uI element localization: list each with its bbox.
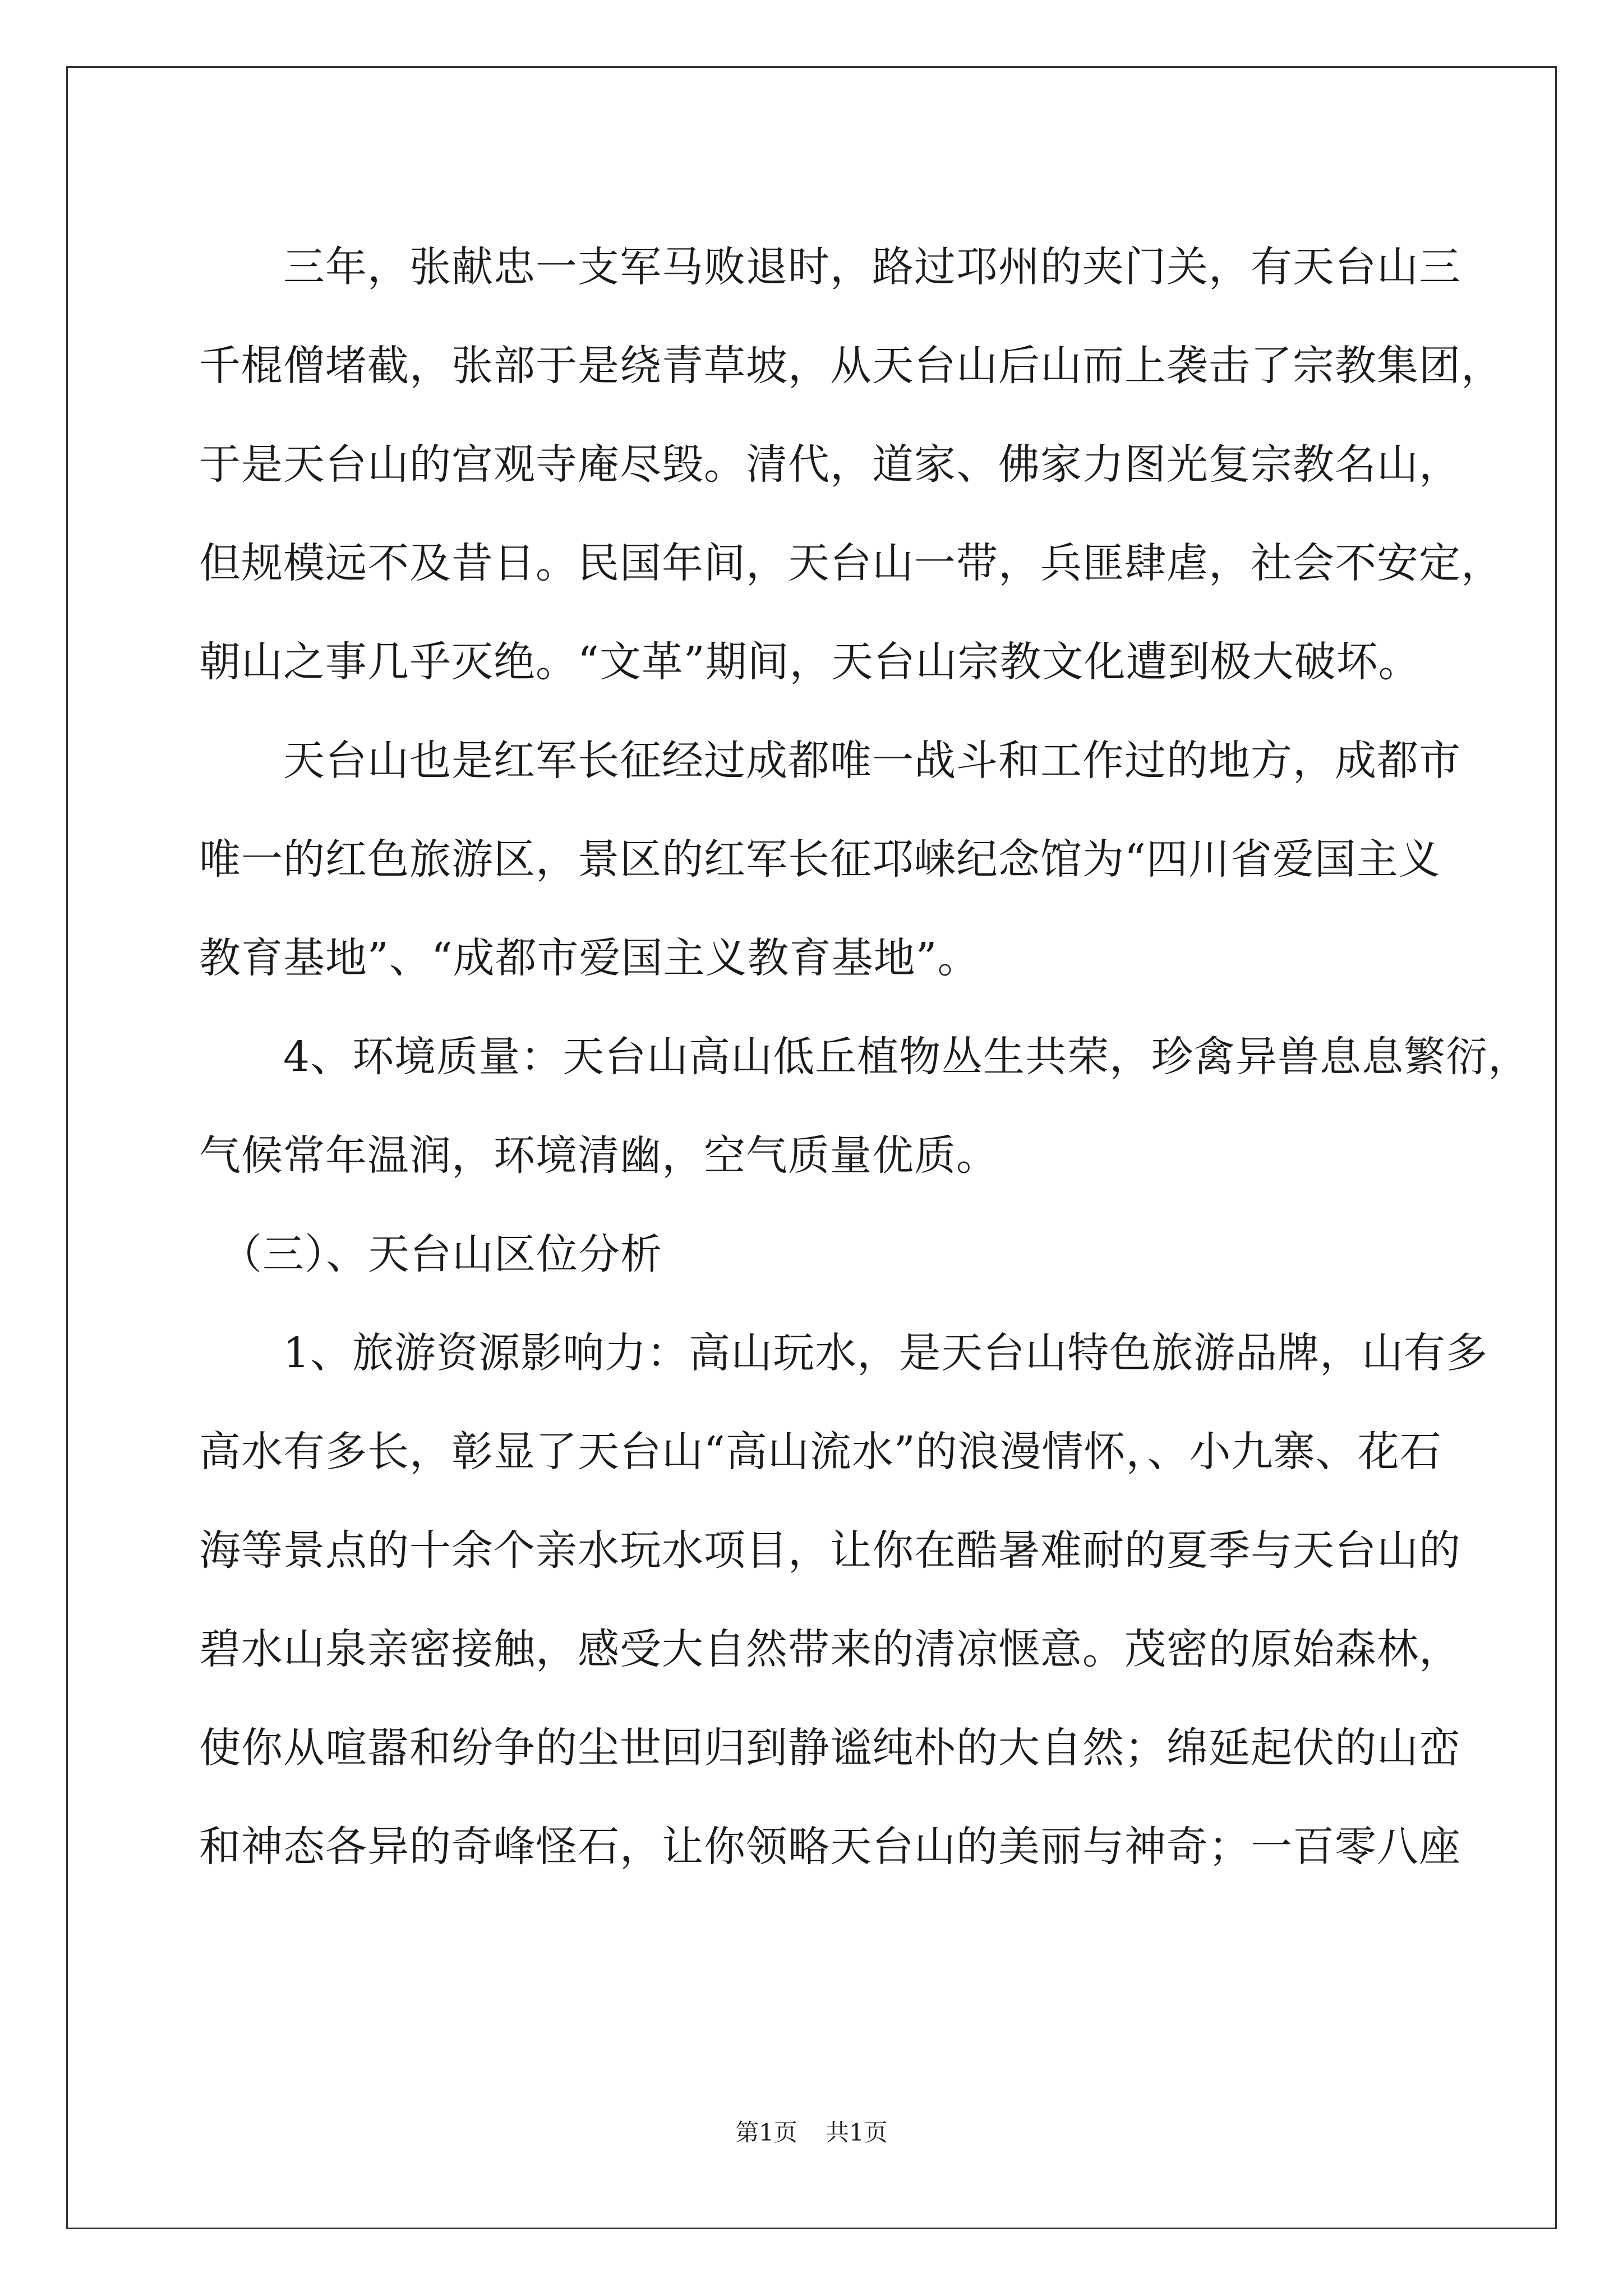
body-line: 海等景点的十余个亲水玩水项目，让你在酷暑难耐的夏季与天台山的 xyxy=(199,1526,1461,1575)
body-line: 高水有多长，彰显了天台山“高山流水”的浪漫情怀，、小九寨、花石 xyxy=(199,1428,1442,1476)
body-line: 三年，张献忠一支军马败退时，路过邛州的夹门关，有天台山三 xyxy=(199,243,1461,291)
section-heading: （三）、天台山区位分析 xyxy=(199,1230,662,1278)
body-line: 1、旅游资源影响力：高山玩水，是天台山特色旅游品牌，山有多 xyxy=(199,1329,1488,1377)
body-line: 唯一的红色旅游区，景区的红军长征邛崃纪念馆为“四川省爱国主义 xyxy=(199,835,1441,884)
document-body xyxy=(199,218,1530,1896)
body-line: 气候常年温润，环境清幽，空气质量优质。 xyxy=(199,1131,998,1180)
body-line: 碧水山泉亲密接触，感受大自然带来的清凉惬意。茂密的原始森林， xyxy=(199,1625,1461,1673)
body-line: 千棍僧堵截，张部于是绕青草坡，从天台山后山而上袭击了宗教集团， xyxy=(199,342,1503,390)
body-line: 但规模远不及昔日。民国年间，天台山一带，兵匪肆虐，社会不安定， xyxy=(199,539,1503,587)
body-line: 使你从喧嚣和纷争的尘世回归到静谧纯朴的大自然；绵延起伏的山峦 xyxy=(199,1724,1461,1772)
page-number: 第1页 xyxy=(735,2119,797,2146)
body-line: 教育基地”、“成都市爱国主义教育基地”。 xyxy=(199,934,980,982)
page-total: 共1页 xyxy=(826,2119,888,2146)
body-line: 天台山也是红军长征经过成都唯一战斗和工作过的地方，成都市 xyxy=(199,737,1461,785)
body-line: 4、环境质量：天台山高山低丘植物丛生共荣，珍禽异兽息息繁衍， xyxy=(199,1033,1530,1081)
body-line: 和神态各异的奇峰怪石，让你领略天台山的美丽与神奇；一百零八座 xyxy=(199,1823,1461,1871)
body-line: 朝山之事几乎灭绝。“文革”期间，天台山宗教文化遭到极大破坏。 xyxy=(199,638,1421,686)
body-line: 于是天台山的宫观寺庵尽毁。清代，道家、佛家力图光复宗教名山， xyxy=(199,440,1461,489)
page-footer xyxy=(0,2116,1623,2150)
